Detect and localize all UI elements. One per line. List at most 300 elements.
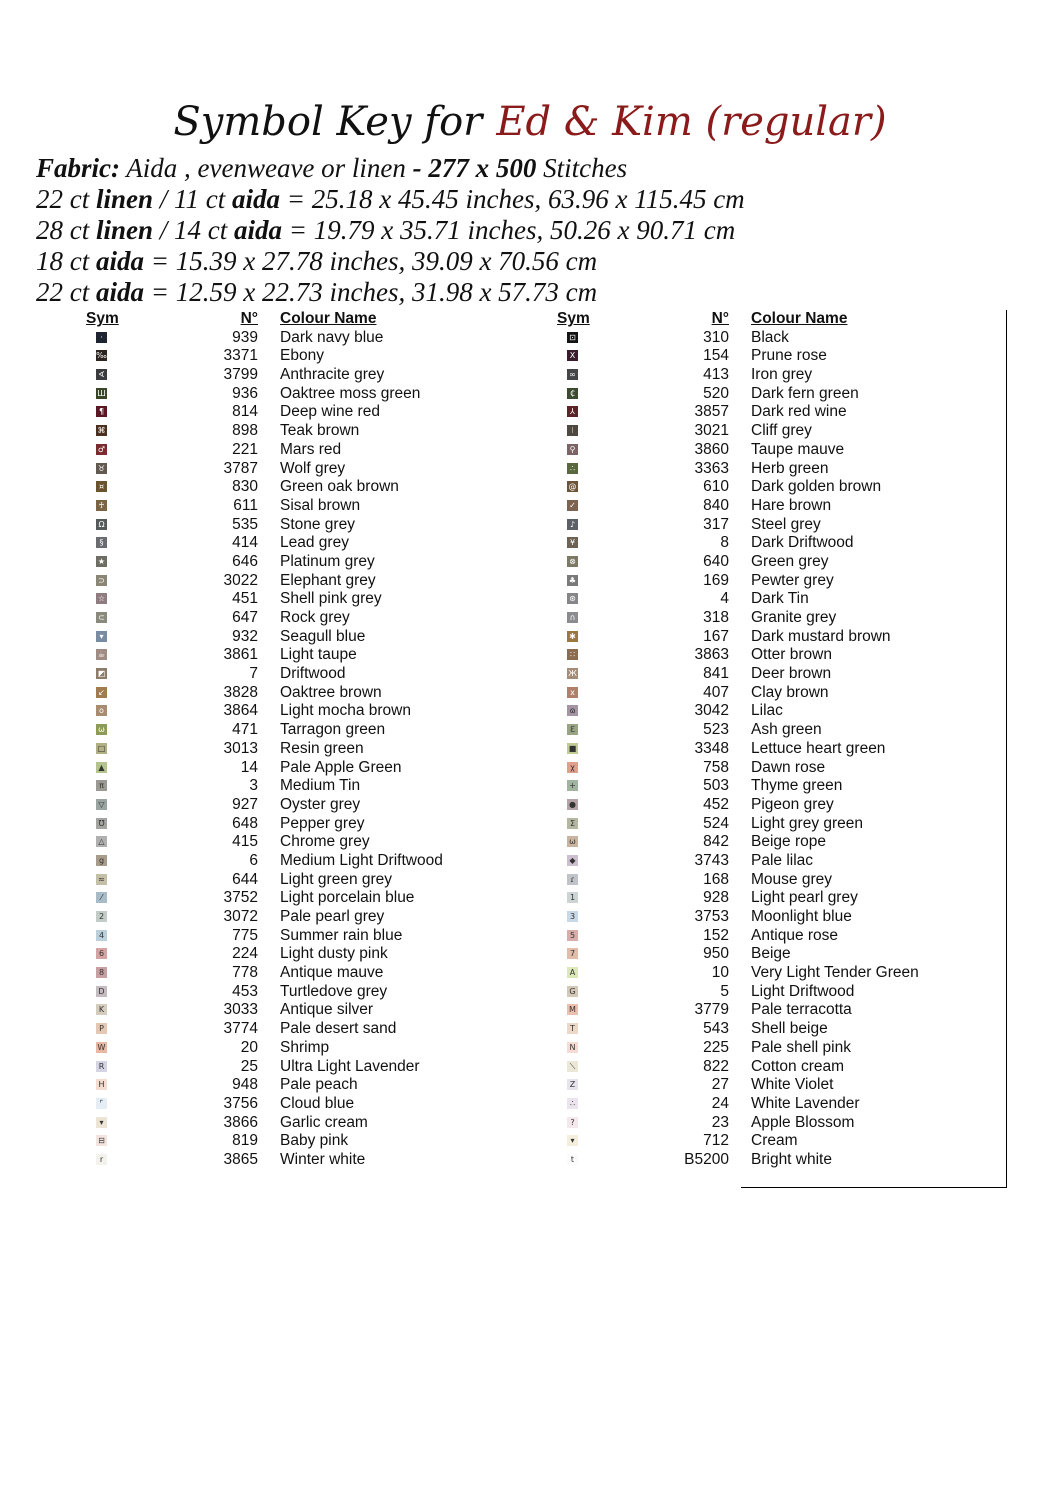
- colour-name: Sisal brown: [280, 496, 361, 514]
- floss-number: 3866: [223, 1113, 258, 1131]
- floss-number: 712: [703, 1132, 729, 1150]
- colour-name: Beige rope: [751, 833, 826, 851]
- key-row: [86, 1095, 556, 1114]
- key-row: [86, 460, 556, 479]
- colour-name: White Lavender: [751, 1094, 860, 1112]
- symbol-swatch: ∢: [96, 369, 107, 380]
- key-row: [557, 460, 1027, 479]
- floss-number: 20: [240, 1038, 258, 1056]
- symbol-swatch: ▾: [567, 1135, 578, 1146]
- key-row: [557, 478, 1027, 497]
- key-row: [86, 385, 556, 404]
- symbol-swatch: P: [96, 1023, 107, 1034]
- colour-name: Shell pink grey: [280, 590, 382, 608]
- floss-number: 3774: [223, 1020, 258, 1038]
- floss-number: 640: [703, 552, 729, 570]
- floss-number: 3799: [223, 366, 258, 384]
- key-row: [86, 329, 556, 348]
- key-row: [557, 572, 1027, 591]
- spec-fabric: Fabric: Aida , evenweave or linen - 277 x 500 Stitches: [36, 153, 628, 183]
- key-row: [557, 1076, 1027, 1095]
- colour-name: Light grey green: [751, 814, 864, 832]
- symbol-swatch: ☕: [97, 650, 106, 660]
- key-row: [86, 945, 556, 964]
- colour-name: Very Light Tender Green: [751, 964, 919, 982]
- header-colour-name: Colour Name: [280, 310, 377, 327]
- key-row: [557, 1020, 1027, 1039]
- symbol-swatch: ℇ: [567, 724, 578, 735]
- key-row: [86, 590, 556, 609]
- floss-number: 3865: [223, 1150, 258, 1168]
- key-row: [86, 497, 556, 516]
- symbol-swatch: r: [96, 1154, 107, 1165]
- colour-name: Granite grey: [751, 609, 837, 626]
- key-row: [557, 702, 1027, 721]
- colour-name: Dark navy blue: [280, 328, 384, 346]
- symbol-swatch: ⊗: [567, 556, 578, 567]
- key-row: [86, 609, 556, 628]
- floss-number: 415: [232, 833, 258, 851]
- colour-name: Ultra Light Lavender: [280, 1057, 420, 1075]
- floss-number: 3371: [223, 347, 258, 365]
- key-row: [557, 684, 1027, 703]
- symbol-swatch: g: [96, 855, 107, 866]
- floss-number: 451: [232, 590, 258, 608]
- symbol-swatch: ◆: [567, 855, 578, 866]
- colour-name: Black: [751, 328, 789, 346]
- symbol-swatch: ∩: [567, 612, 578, 623]
- floss-number: 610: [703, 478, 729, 496]
- colour-name: Ebony: [280, 347, 324, 365]
- symbol-swatch: ∴: [567, 463, 578, 474]
- key-row: [86, 1001, 556, 1020]
- colour-name: Oaktree brown: [280, 683, 382, 701]
- floss-number: 948: [232, 1076, 258, 1094]
- symbol-swatch: ♂: [97, 444, 106, 454]
- symbol-swatch: M: [567, 1004, 578, 1015]
- symbol-swatch: N: [567, 1042, 578, 1053]
- colour-name: Baby pink: [280, 1132, 349, 1150]
- colour-name: Turtledove grey: [280, 982, 388, 1000]
- colour-name: Steel grey: [751, 515, 821, 533]
- floss-number: 3072: [223, 908, 258, 925]
- colour-name: Anthracite grey: [280, 366, 385, 384]
- symbol-swatch: ★: [97, 556, 106, 566]
- floss-number: 3864: [223, 702, 258, 720]
- floss-number: 3: [249, 777, 258, 795]
- symbol-swatch: ⊟: [96, 1135, 107, 1146]
- key-row: [86, 441, 556, 460]
- header-number: N°: [240, 310, 258, 327]
- symbol-swatch: ↙: [96, 687, 107, 698]
- colour-name: Medium Light Driftwood: [280, 851, 443, 869]
- colour-name: Clay brown: [751, 683, 829, 701]
- key-row: [557, 983, 1027, 1002]
- floss-number: 3860: [694, 440, 729, 458]
- symbol-swatch: ₵: [567, 388, 578, 399]
- floss-number: 8: [720, 534, 729, 552]
- colour-name: Rock grey: [280, 609, 350, 626]
- key-row: [86, 1114, 556, 1133]
- floss-number: 7: [249, 665, 258, 683]
- symbol-swatch: ▾: [96, 631, 107, 642]
- table-border-right: [1006, 310, 1007, 1188]
- colour-name: Lilac: [751, 702, 783, 720]
- symbol-swatch: ⟍: [567, 1061, 578, 1072]
- floss-number: 3828: [223, 683, 258, 701]
- key-row: [86, 347, 556, 366]
- floss-number: 3752: [223, 889, 258, 907]
- floss-number: 471: [232, 721, 258, 739]
- key-row: [86, 983, 556, 1002]
- symbol-swatch: Ʊ: [96, 818, 107, 829]
- symbol-swatch: 4: [96, 930, 107, 941]
- colour-name: Moonlight blue: [751, 908, 852, 925]
- floss-number: 814: [232, 403, 258, 421]
- floss-number: 169: [703, 571, 729, 589]
- colour-name: Antique silver: [280, 1001, 374, 1019]
- key-row: [557, 889, 1027, 908]
- symbol-swatch: ⊛: [567, 593, 578, 604]
- key-row: [557, 945, 1027, 964]
- header-number: N°: [711, 310, 729, 327]
- column-header: [557, 310, 1027, 329]
- key-row: [557, 1095, 1027, 1114]
- symbol-swatch: ω: [96, 724, 107, 735]
- symbol-swatch: ♰: [96, 500, 107, 511]
- key-row: [86, 721, 556, 740]
- key-row: [557, 590, 1027, 609]
- floss-number: 318: [703, 609, 729, 626]
- key-row: [86, 403, 556, 422]
- symbol-swatch: x: [567, 687, 578, 698]
- floss-number: 452: [703, 795, 729, 813]
- key-row: [86, 908, 556, 927]
- colour-name: Pale Apple Green: [280, 758, 402, 776]
- floss-number: 3787: [223, 459, 258, 477]
- floss-number: 224: [232, 945, 258, 963]
- key-row: [557, 759, 1027, 778]
- colour-name: Wolf grey: [280, 459, 346, 477]
- colour-name: Lead grey: [280, 534, 349, 552]
- symbol-swatch: △: [96, 836, 107, 847]
- symbol-swatch: ¥: [567, 537, 578, 548]
- colour-name: Light taupe: [280, 646, 357, 664]
- floss-number: 4: [720, 590, 729, 608]
- symbol-swatch: ?: [567, 1117, 578, 1128]
- colour-name: Pale terracotta: [751, 1001, 852, 1019]
- key-row: [557, 833, 1027, 852]
- key-row: [557, 871, 1027, 890]
- symbol-swatch: 8: [96, 967, 107, 978]
- floss-number: 611: [233, 496, 258, 514]
- floss-number: 152: [703, 926, 729, 944]
- symbol-swatch: 3: [567, 911, 578, 922]
- colour-name: Taupe mauve: [751, 440, 845, 458]
- spec-22ct-linen: 22 ct linen / 11 ct aida = 25.18 x 45.45 inches, 63.96 x 115.45 cm: [36, 184, 745, 214]
- symbol-swatch: D: [96, 986, 107, 997]
- key-row: [557, 441, 1027, 460]
- key-row: [557, 646, 1027, 665]
- colour-name: Pale shell pink: [751, 1038, 851, 1056]
- floss-number: 167: [703, 627, 729, 645]
- title-prefix: Symbol Key for: [173, 99, 483, 145]
- spec-18ct-aida: 18 ct aida = 15.39 x 27.78 inches, 39.09 x 70.56 cm: [36, 246, 598, 276]
- floss-number: 646: [232, 552, 258, 570]
- floss-number: 841: [703, 665, 729, 683]
- key-row: [86, 927, 556, 946]
- colour-name: Elephant grey: [280, 571, 376, 589]
- floss-number: 775: [232, 926, 258, 944]
- colour-name: Bright white: [751, 1150, 832, 1168]
- symbol-swatch: ≈: [96, 874, 107, 885]
- symbol-swatch: ♣: [568, 575, 577, 585]
- floss-number: 14: [240, 758, 258, 776]
- colour-name: Dark fern green: [751, 384, 859, 402]
- colour-name: Cloud blue: [280, 1094, 355, 1112]
- symbol-swatch: ⊡: [567, 332, 578, 343]
- colour-name: Platinum grey: [280, 552, 375, 570]
- colour-name: Pigeon grey: [751, 795, 834, 813]
- symbol-swatch: ⁝: [567, 425, 578, 436]
- colour-name: Pale lilac: [751, 851, 814, 869]
- symbol-swatch: ɷ: [567, 705, 578, 716]
- symbol-swatch: §: [96, 537, 107, 548]
- colour-name: Iron grey: [751, 366, 813, 384]
- key-row: [557, 1001, 1027, 1020]
- symbol-swatch: R: [96, 1061, 107, 1072]
- spec-22ct-aida: 22 ct aida = 12.59 x 22.73 inches, 31.98 x 57.73 cm: [36, 277, 598, 307]
- floss-number: 758: [703, 758, 729, 776]
- key-row: [557, 665, 1027, 684]
- key-row: [86, 871, 556, 890]
- key-row: [86, 478, 556, 497]
- colour-name: Dark Tin: [751, 590, 809, 608]
- symbol-swatch: ⅄: [567, 406, 578, 417]
- floss-number: 3861: [223, 646, 258, 664]
- floss-number: 310: [703, 328, 729, 346]
- key-row: [557, 609, 1027, 628]
- key-row: [86, 1039, 556, 1058]
- floss-number: 3022: [223, 571, 258, 589]
- floss-number: 928: [703, 889, 729, 907]
- symbol-swatch: ☆: [97, 594, 106, 604]
- symbol-swatch: T: [567, 1023, 578, 1034]
- colour-name: Mars red: [280, 440, 342, 458]
- colour-name: Lettuce heart green: [751, 739, 886, 757]
- symbol-swatch: ▽: [96, 799, 107, 810]
- column-header: [86, 310, 556, 329]
- key-row: [86, 366, 556, 385]
- floss-number: 3042: [694, 702, 729, 720]
- floss-number: 950: [703, 945, 729, 963]
- key-row: [557, 1151, 1027, 1170]
- floss-number: 221: [232, 440, 258, 458]
- colour-name: Oyster grey: [280, 795, 361, 813]
- floss-number: 413: [703, 366, 729, 384]
- symbol-swatch: ¶: [96, 406, 107, 417]
- key-row: [557, 852, 1027, 871]
- symbol-swatch: ⊃: [96, 575, 107, 586]
- fabric-specs: [36, 153, 1016, 308]
- key-row: [557, 403, 1027, 422]
- floss-number: 503: [703, 777, 729, 795]
- colour-name: Dark golden brown: [751, 478, 882, 496]
- key-row: [557, 1039, 1027, 1058]
- floss-number: 927: [232, 795, 258, 813]
- colour-name: Oaktree moss green: [280, 384, 421, 402]
- floss-number: 25: [240, 1057, 258, 1075]
- symbol-swatch: ω: [567, 836, 578, 847]
- floss-number: 523: [703, 721, 729, 739]
- symbol-swatch: ⚲: [567, 444, 578, 455]
- floss-number: 414: [232, 534, 258, 552]
- symbol-swatch: 6: [96, 948, 107, 959]
- colour-name: Hare brown: [751, 496, 832, 514]
- key-row: [557, 347, 1027, 366]
- floss-number: 3779: [694, 1001, 729, 1019]
- colour-name: Dark red wine: [751, 403, 847, 421]
- colour-name: Cotton cream: [751, 1057, 845, 1075]
- header-colour-name: Colour Name: [751, 310, 848, 327]
- floss-number: 154: [703, 347, 729, 365]
- floss-number: 5: [720, 982, 729, 1000]
- floss-number: B5200: [684, 1150, 729, 1168]
- floss-number: 317: [703, 515, 729, 533]
- colour-name: Light porcelain blue: [280, 889, 415, 907]
- symbol-swatch: X: [567, 350, 578, 361]
- symbol-swatch: 2: [96, 911, 107, 922]
- key-row: [557, 422, 1027, 441]
- floss-number: 936: [232, 384, 258, 402]
- key-row: [86, 553, 556, 572]
- header-sym: Sym: [557, 310, 590, 327]
- floss-number: 168: [703, 870, 729, 888]
- colour-name: Pale desert sand: [280, 1020, 397, 1038]
- key-row: [86, 702, 556, 721]
- colour-name: Antique rose: [751, 926, 839, 944]
- colour-name: Deer brown: [751, 665, 832, 683]
- floss-number: 524: [703, 814, 729, 832]
- table-border-bottom: [741, 1187, 1007, 1188]
- symbol-swatch: G: [567, 986, 578, 997]
- symbol-swatch: ∷: [567, 649, 578, 660]
- colour-name: Tarragon green: [280, 721, 386, 739]
- header-sym: Sym: [86, 310, 119, 327]
- colour-name: Beige: [751, 945, 791, 963]
- colour-name: Cream: [751, 1132, 798, 1150]
- floss-number: 3348: [694, 739, 729, 757]
- colour-name: Antique mauve: [280, 964, 384, 982]
- symbol-swatch: ✓: [567, 500, 578, 511]
- colour-name: Herb green: [751, 459, 829, 477]
- floss-number: 778: [232, 964, 258, 982]
- key-row: [557, 366, 1027, 385]
- key-row: [557, 329, 1027, 348]
- colour-name: Otter brown: [751, 646, 832, 664]
- floss-number: 3756: [223, 1094, 258, 1112]
- key-row: [86, 740, 556, 759]
- floss-number: 644: [232, 870, 258, 888]
- floss-number: 3857: [694, 403, 729, 421]
- symbol-swatch: ∞: [567, 369, 578, 380]
- symbol-swatch: ∴: [567, 1098, 578, 1109]
- symbol-swatch: π: [96, 780, 107, 791]
- symbol-swatch: Σ: [567, 818, 578, 829]
- colour-name: Pewter grey: [751, 571, 834, 589]
- colour-name: Seagull blue: [280, 627, 366, 645]
- floss-number: 407: [703, 683, 729, 701]
- floss-number: 535: [232, 515, 258, 533]
- floss-number: 27: [711, 1076, 729, 1094]
- key-row: [86, 1020, 556, 1039]
- colour-name: Pale pearl grey: [280, 908, 385, 925]
- symbol-swatch: ♉: [97, 463, 106, 473]
- symbol-swatch: W: [97, 1042, 106, 1052]
- floss-number: 648: [232, 814, 258, 832]
- colour-name: Garlic cream: [280, 1113, 368, 1131]
- colour-name: Green oak brown: [280, 478, 399, 496]
- colour-name: Light green grey: [280, 870, 393, 888]
- colour-name: Medium Tin: [280, 777, 361, 795]
- symbol-swatch: ⌜: [96, 1098, 107, 1109]
- symbol-swatch: χ: [567, 762, 578, 773]
- key-row: [86, 534, 556, 553]
- symbol-swatch: ♪: [567, 519, 578, 530]
- key-row: [557, 553, 1027, 572]
- colour-name: Light pearl grey: [751, 889, 858, 907]
- colour-name: Dark Driftwood: [751, 534, 854, 552]
- colour-name: Pepper grey: [280, 814, 365, 832]
- key-rows-right: [557, 329, 1027, 1170]
- title-pattern-name: Ed & Kim (regular): [496, 99, 887, 145]
- symbol-swatch: ⊂: [96, 612, 107, 623]
- symbol-swatch: ‰: [96, 351, 107, 361]
- floss-number: 3753: [694, 908, 729, 925]
- symbol-swatch: ¤: [96, 481, 107, 492]
- key-rows-left: [86, 329, 556, 1170]
- colour-name: Driftwood: [280, 665, 346, 683]
- colour-name: Chrome grey: [280, 833, 370, 851]
- floss-number: 822: [703, 1057, 729, 1075]
- key-row: [86, 1076, 556, 1095]
- floss-number: 3013: [223, 739, 258, 757]
- floss-number: 647: [232, 609, 258, 626]
- colour-name: Light mocha brown: [280, 702, 411, 720]
- colour-name: Prune rose: [751, 347, 827, 365]
- key-row: [86, 665, 556, 684]
- key-row: [557, 721, 1027, 740]
- colour-name: Dawn rose: [751, 758, 826, 776]
- key-row: [86, 852, 556, 871]
- floss-number: 819: [232, 1132, 258, 1150]
- colour-name: Resin green: [280, 739, 364, 757]
- symbol-swatch: o: [96, 705, 107, 716]
- key-row: [86, 1151, 556, 1170]
- key-row: [557, 1114, 1027, 1133]
- key-row: [86, 684, 556, 703]
- key-row: [557, 927, 1027, 946]
- colour-name: Deep wine red: [280, 403, 380, 421]
- key-row: [557, 628, 1027, 647]
- symbol-swatch: ●: [567, 799, 578, 810]
- key-row: [86, 833, 556, 852]
- colour-name: Mouse grey: [751, 870, 832, 888]
- symbol-swatch: ◩: [97, 669, 106, 679]
- key-row: [557, 796, 1027, 815]
- key-row: [557, 815, 1027, 834]
- page-title: [0, 92, 1060, 152]
